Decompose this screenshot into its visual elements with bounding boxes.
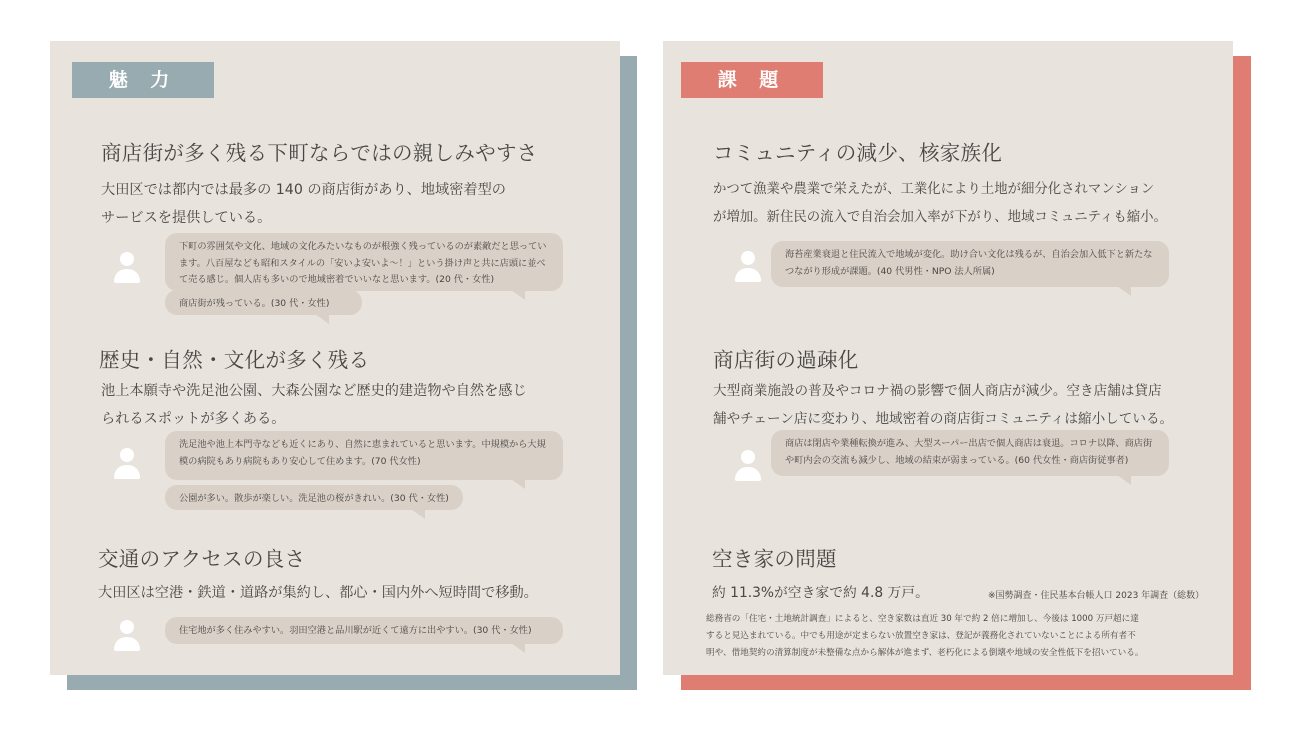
- person-icon: [734, 251, 762, 287]
- section-title: 商店街の過疎化: [713, 348, 859, 372]
- quote-bubble: 商店街が残っている。(30 代・女性): [165, 290, 362, 315]
- attraction-card: [50, 41, 620, 675]
- section-text: 大田区は空港・鉄道・道路が集約し、都心・国内外へ短時間で移動。: [98, 585, 538, 601]
- person-icon: [113, 620, 141, 656]
- person-icon: [113, 448, 141, 484]
- person-icon: [113, 252, 141, 288]
- section-title: 交通のアクセスの良さ: [98, 547, 306, 571]
- quote-bubble: 洗足池や池上本門寺なども近くにあり、自然に恵まれていると思います。中規模から大規 模の病院もあり病院もあり安心して住めます。(70 代女性): [165, 431, 563, 480]
- section-title: 商店街が多く残る下町ならではの親しみやすさ: [101, 141, 538, 165]
- section-text: 池上本願寺や洗足池公園、大森公園など歴史的建造物や自然を感じ られるスポットが多くある。: [101, 383, 527, 427]
- section-title: 歴史・自然・文化が多く残る: [99, 348, 370, 372]
- issues-card: [663, 41, 1233, 675]
- detail-text: 総務省の「住宅・土地統計調査」によると、空き家数は直近 30 年で約 2 倍に増加し、今後は 1000 万戸超に達 すると見込まれている。中でも用途が定まらない放置空き家は、登記が義務化されていないことによる所有者不 明や、借地契約の清算制度が未整備な点から解体が進まず、老朽化による倒壊や地域の安全性低下を招いている。: [706, 614, 1144, 658]
- quote-bubble: 公園が多い。散歩が楽しい。洗足池の桜がきれい。(30 代・女性): [165, 485, 463, 510]
- issues-tag: 課 題: [681, 62, 823, 98]
- quote-bubble: 商店は閉店や業種転換が進み、大型スーパー出店で個人商店は衰退。コロナ以降、商店街 や町内会の交流も減少し、地域の結束が弱まっている。(60 代女性・商店街従事者): [771, 430, 1169, 476]
- section-text: 約 11.3%が空き家で約 4.8 万戸。: [712, 585, 929, 601]
- source-note: ※国勢調査・住民基本台帳人口 2023 年調査（総数）: [988, 591, 1205, 601]
- attraction-tag: 魅 力: [72, 62, 214, 98]
- quote-bubble: 下町の雰囲気や文化、地域の文化みたいなものが根強く残っているのが素敵だと思ってい ます。八百屋なども昭和スタイルの「安いよ安いよ～！」という掛け声と共に店頭に並べ て売る感じ。個人店も多いので地域密着でいいなと思います。(20 代・女性): [165, 233, 563, 291]
- section-text: かつて漁業や農業で栄えたが、工業化により土地が細分化されマンション が増加。新住民の流入で自治会加入率が下がり、地域コミュニティも縮小。: [713, 182, 1167, 225]
- quote-bubble: 住宅地が多く住みやすい。羽田空港と品川駅が近くて遠方に出やすい。(30 代・女性): [165, 617, 563, 644]
- section-text: 大田区では都内では最多の 140 の商店街があり、地域密着型の サービスを提供している。: [101, 182, 506, 226]
- section-title: コミュニティの減少、核家族化: [713, 141, 1003, 165]
- section-title: 空き家の問題: [712, 547, 837, 571]
- section-text: 大型商業施設の普及やコロナ禍の影響で個人商店が減少。空き店舗は貸店 舗やチェーン店に変わり、地域密着の商店街コミュニティは縮小している。: [713, 383, 1174, 427]
- person-icon: [734, 450, 762, 486]
- quote-bubble: 海苔産業衰退と住民流入で地域が変化。助け合い文化は残るが、自治会加入低下と新たな つながり形成が課題。(40 代男性・NPO 法人所属): [771, 241, 1169, 287]
